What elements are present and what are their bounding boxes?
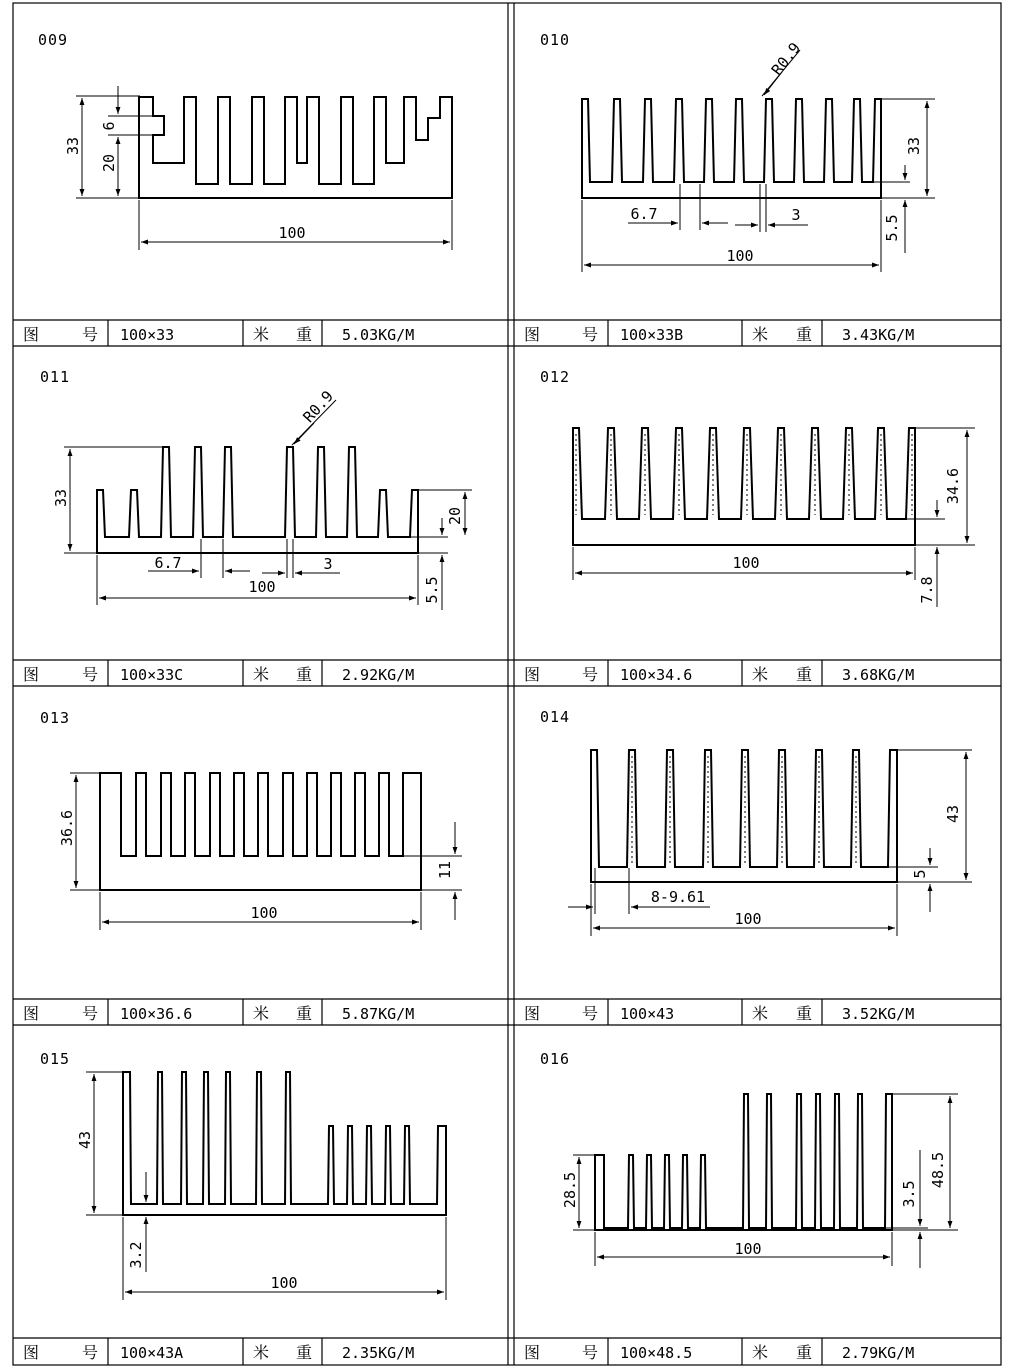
width-dim: 100 [270,1274,298,1292]
weight-label: 米 重 [253,665,312,684]
pitch-dim: 8-9.61 [650,888,706,906]
profile-code: 012 [540,368,571,386]
weight-label: 米 重 [752,1343,812,1362]
profile-code: 010 [540,31,571,49]
profile-code: 009 [38,31,69,49]
width-dim: 100 [734,1240,762,1258]
radius-dim: R0.9 [299,387,338,427]
sheet-grid [13,3,1001,1365]
height-dim: 36.6 [58,809,76,847]
model-value: 100×43A [120,1344,184,1362]
panel-016 [540,1050,958,1268]
width-dim: 100 [278,224,306,242]
width-dim: 100 [248,578,276,596]
panel-014 [540,708,972,936]
profile-outline [97,447,418,553]
panel-010 [540,31,935,272]
height-dim: 48.5 [929,1151,947,1189]
profile-outline [139,97,452,198]
width-dim: 100 [250,904,278,922]
profile-code: 016 [540,1050,571,1068]
weight-value: 3.52KG/M [842,1005,915,1023]
width-dim: 100 [726,247,754,265]
profile-outline [573,428,915,545]
profile-outline [582,99,881,198]
base-dim: 5.5 [423,576,441,604]
weight-label: 米 重 [752,325,812,344]
weight-label: 米 重 [253,325,312,344]
weight-value: 3.68KG/M [842,666,915,684]
low-fin-dim: 20 [446,506,464,526]
profile-outline [100,773,421,890]
panel-013 [40,709,462,930]
drawing-no-label: 图 号 [23,665,98,684]
drawing-no-label: 图 号 [23,1343,98,1362]
radius-dim: R0.9 [767,39,805,79]
base-dim: 5 [911,869,929,879]
drawing-no-label: 图 号 [524,325,598,344]
drawing-no-label: 图 号 [23,325,98,344]
drawing-no-label: 图 号 [524,1343,598,1362]
weight-value: 5.87KG/M [342,1005,415,1023]
model-value: 100×43 [620,1005,675,1023]
model-value: 100×34.6 [620,666,693,684]
panel-015 [40,1050,446,1300]
panel-009 [38,31,452,250]
width-dim: 100 [734,910,762,928]
pitch-dim: 6.7 [154,554,182,572]
profile-code: 013 [40,709,71,727]
model-value: 100×33B [620,326,684,344]
weight-label: 米 重 [253,1004,312,1023]
weight-value: 2.79KG/M [842,1344,915,1362]
model-value: 100×33 [120,326,175,344]
fin-dim: 3 [791,206,801,224]
weight-value: 2.92KG/M [342,666,415,684]
low-height-dim: 28.5 [561,1171,579,1209]
weight-label: 米 重 [253,1343,312,1362]
drawing-no-label: 图 号 [23,1004,98,1023]
panel-012 [540,368,975,607]
drawing-no-label: 图 号 [524,665,598,684]
model-value: 100×33C [120,666,184,684]
height-dim: 33 [905,136,923,156]
model-value: 100×48.5 [620,1344,693,1362]
base-dim: 3.2 [127,1241,145,1269]
width-dim: 100 [732,554,760,572]
height-dim: 43 [944,804,962,824]
panel-011 [40,368,472,610]
base-dim: 5.5 [883,214,901,242]
profile-code: 015 [40,1050,71,1068]
base-dim: 3.5 [900,1180,918,1208]
fin-gap-dim: 6 [100,121,118,131]
base-dim: 20 [100,153,118,173]
profile-outline [595,1094,892,1230]
height-dim: 33 [52,488,70,508]
drawing-no-label: 图 号 [524,1004,598,1023]
pitch-dim: 6.7 [630,205,658,223]
profile-code: 011 [40,368,71,386]
weight-value: 3.43KG/M [842,326,915,344]
fin-dim: 3 [323,555,333,573]
height-dim: 34.6 [944,467,962,505]
profile-outline [123,1072,446,1215]
model-value: 100×36.6 [120,1005,193,1023]
weight-label: 米 重 [752,665,812,684]
weight-value: 5.03KG/M [342,326,415,344]
height-dim: 33 [64,136,82,156]
weight-label: 米 重 [752,1004,812,1023]
profile-outline [591,750,897,882]
height-dim: 43 [76,1130,94,1150]
base-dim: 7.8 [918,576,936,604]
profile-code: 014 [540,708,571,726]
base-dim: 11 [436,860,454,880]
weight-value: 2.35KG/M [342,1344,415,1362]
